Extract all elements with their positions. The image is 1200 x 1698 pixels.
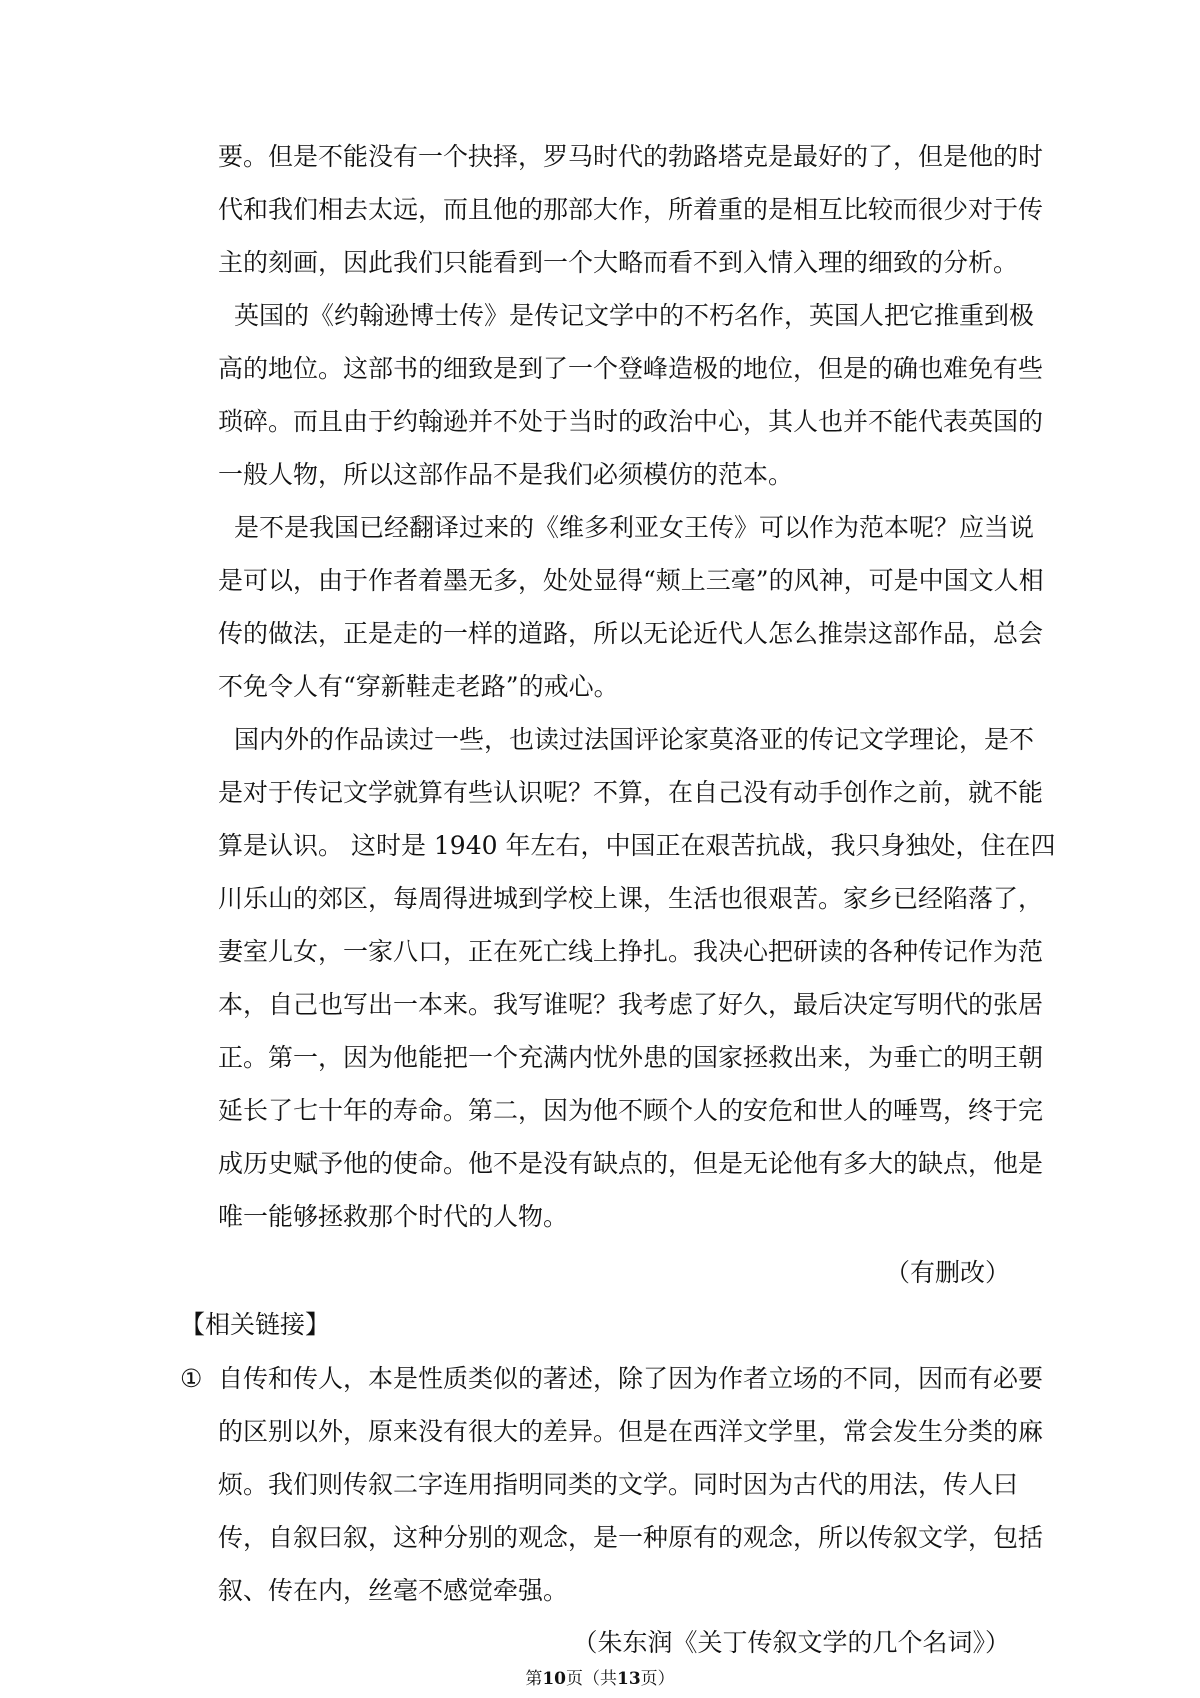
body-line: 英国的《约翰逊博士传》是传记文学中的不朽名作，英国人把它推重到极 <box>234 301 1035 330</box>
link-line: 烦。我们则传叙二字连用指明同类的文学。同时因为古代的用法，传人曰 <box>218 1470 1019 1499</box>
body-line: 是可以，由于作者着墨无多，处处显得“颊上三毫”的风神，可是中国文人相 <box>218 566 1044 595</box>
body-line: 本，自己也写出一本来。我写谁呢？我考虑了好久，最后决定写明代的张居 <box>218 990 1044 1019</box>
link-line: 传，自叙曰叙，这种分别的观念，是一种原有的观念，所以传叙文学，包括 <box>218 1523 1044 1552</box>
total-pages: 13 <box>617 1669 641 1689</box>
page-footer <box>0 1668 1200 1690</box>
body-line: 是不是我国已经翻译过来的《维多利亚女王传》可以作为范本呢？应当说 <box>234 513 1035 542</box>
body-line: 琐碎。而且由于约翰逊并不处于当时的政治中心，其人也并不能代表英国的 <box>218 407 1044 436</box>
link-attribution: （朱东润《关丁传叙文学的几个名词》） <box>572 1628 1010 1657</box>
link-line: 叙、传在内，丝毫不感觉牵强。 <box>218 1576 569 1605</box>
body-line: 传的做法，正是走的一样的道路，所以无论近代人怎么推崇这部作品，总会 <box>218 619 1044 648</box>
body-line: 算是认识。 这时是 1940 年左右，中国正在艰苦抗战，我只身独处，住在四 <box>218 831 1056 860</box>
footer-prefix: 第 <box>525 1669 543 1689</box>
body-line: 不免令人有“穿新鞋走老路”的戒心。 <box>218 672 619 701</box>
body-line: 要。但是不能没有一个抉择，罗马时代的勃路塔克是最好的了，但是他的时 <box>218 142 1044 171</box>
body-line: 一般人物，所以这部作品不是我们必须模仿的范本。 <box>218 460 794 489</box>
section-heading: 【相关链接】 <box>180 1310 331 1339</box>
body-line: 国内外的作品读过一些，也读过法国评论家莫洛亚的传记文学理论，是不 <box>234 725 1035 754</box>
body-line: 代和我们相去太远，而且他的那部大作，所着重的是相互比较而很少对于传 <box>218 195 1044 224</box>
link-line: 的区别以外，原来没有很大的差异。但是在西洋文学里，常会发生分类的麻 <box>218 1417 1044 1446</box>
link-line: 自传和传人，本是性质类似的著述，除了因为作者立场的不同，因而有必要 <box>218 1364 1044 1393</box>
body-line: 妻室儿女，一家八口，正在死亡线上挣扎。我决心把研读的各种传记作为范 <box>218 937 1044 966</box>
source-attribution: （有删改） <box>884 1258 1010 1287</box>
page-number: 10 <box>542 1669 566 1689</box>
body-line: 川乐山的郊区，每周得进城到学校上课，生活也很艰苦。家乡已经陷落了， <box>218 884 1044 913</box>
body-line: 成历史赋予他的使命。他不是没有缺点的，但是无论他有多大的缺点，他是 <box>218 1149 1044 1178</box>
body-line: 正。第一，因为他能把一个充满内忧外患的国家拯救出来，为垂亡的明王朝 <box>218 1043 1044 1072</box>
body-line: 是对于传记文学就算有些认识呢？不算，在自己没有动手创作之前，就不能 <box>218 778 1044 807</box>
body-line: 主的刻画，因此我们只能看到一个大略而看不到入情入理的细致的分析。 <box>218 248 1019 277</box>
circled-number-marker: ① <box>180 1364 203 1393</box>
footer-mid: 页（共 <box>566 1669 617 1689</box>
body-line: 高的地位。这部书的细致是到了一个登峰造极的地位，但是的确也难免有些 <box>218 354 1044 383</box>
footer-suffix: 页） <box>640 1669 675 1689</box>
body-line: 唯一能够拯救那个时代的人物。 <box>218 1202 569 1231</box>
body-line: 延长了七十年的寿命。第二，因为他不顾个人的安危和世人的唾骂，终于完 <box>218 1096 1044 1125</box>
